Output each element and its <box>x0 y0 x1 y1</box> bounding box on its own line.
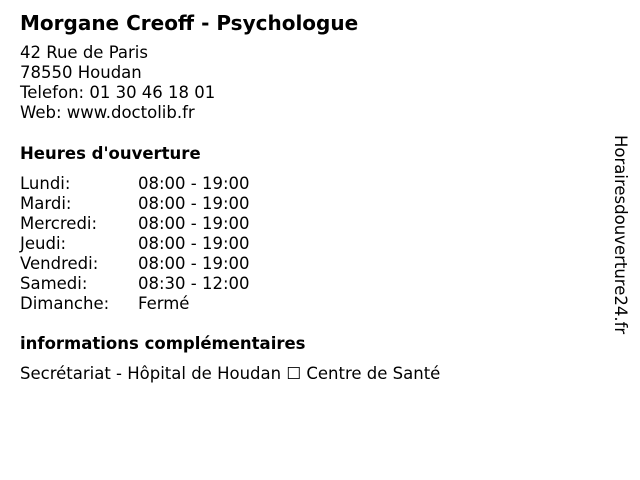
additional-info-text: Secrétariat - Hôpital de Houdan ☐ Centre de Santé <box>20 364 441 383</box>
hours-time: 08:30 - 12:00 <box>138 274 250 293</box>
hours-time: 08:00 - 19:00 <box>138 174 250 193</box>
hours-day: Dimanche: <box>20 294 110 313</box>
site-watermark: Horairesdouverture24.fr <box>611 135 630 335</box>
contact-block <box>20 43 215 123</box>
city-postal-code: 78550 Houdan <box>20 63 142 82</box>
website: Web: www.doctolib.fr <box>20 103 195 122</box>
hours-time: 08:00 - 19:00 <box>138 194 250 213</box>
hours-time: 08:00 - 19:00 <box>138 254 250 273</box>
hours-day: Jeudi: <box>20 234 67 253</box>
hours-day: Samedi: <box>20 274 88 293</box>
additional-info-heading: informations complémentaires <box>20 334 306 353</box>
hours-heading: Heures d'ouverture <box>20 144 201 163</box>
hours-time: 08:00 - 19:00 <box>138 234 250 253</box>
page-title: Morgane Creoff - Psychologue <box>20 11 359 35</box>
street-address: 42 Rue de Paris <box>20 43 148 62</box>
hours-time: 08:00 - 19:00 <box>138 214 250 233</box>
hours-day: Mardi: <box>20 194 72 213</box>
hours-time: Fermé <box>138 294 190 313</box>
hours-day: Lundi: <box>20 174 71 193</box>
phone-number: Telefon: 01 30 46 18 01 <box>20 83 216 102</box>
hours-day: Vendredi: <box>20 254 99 273</box>
hours-day: Mercredi: <box>20 214 98 233</box>
